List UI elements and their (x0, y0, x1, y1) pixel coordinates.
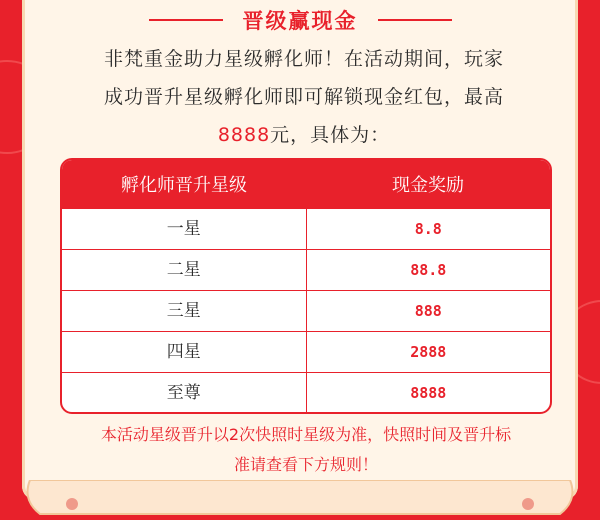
reward-cell: 2888 (410, 343, 447, 361)
reward-cell: 888 (414, 302, 442, 320)
title-divider-left (149, 19, 223, 21)
max-amount: 8888 (217, 124, 271, 146)
level-cell: 一星 (62, 209, 307, 249)
reward-cell: 8.8 (414, 220, 442, 238)
section-title: 晋级赢现金 (242, 9, 358, 33)
intro-text (54, 40, 554, 154)
reward-cell: 88.8 (410, 261, 447, 279)
table-row (62, 372, 550, 413)
level-cell: 至尊 (62, 373, 307, 413)
rules-note (56, 420, 556, 480)
note-line-2: 准请查看下方规则！ (233, 455, 378, 474)
level-cell: 四星 (62, 332, 307, 372)
header-level: 孵化师晋升星级 (121, 175, 247, 196)
bottom-scroll-decoration (0, 480, 600, 520)
intro-line-2: 成功晋升星级孵化师即可解锁现金红包，最高 (103, 86, 504, 108)
table-header (62, 160, 550, 208)
reward-cell: 8888 (410, 384, 447, 402)
level-cell: 三星 (62, 291, 307, 331)
intro-line-1: 非梵重金助力星级孵化师！在活动期间，玩家 (103, 48, 504, 70)
note-line-1: 本活动星级晋升以2次快照时星级为准，快照时间及晋升标 (100, 425, 512, 444)
section-header (0, 6, 600, 34)
title-divider-right (378, 19, 452, 21)
header-reward: 现金奖励 (392, 175, 464, 196)
intro-line-3 (54, 116, 554, 154)
table-row (62, 331, 550, 372)
level-cell: 二星 (62, 250, 307, 290)
table-row (62, 208, 550, 249)
table-row (62, 290, 550, 331)
intro-suffix: 元，具体为： (270, 124, 391, 146)
reward-table (60, 158, 552, 414)
table-row (62, 249, 550, 290)
